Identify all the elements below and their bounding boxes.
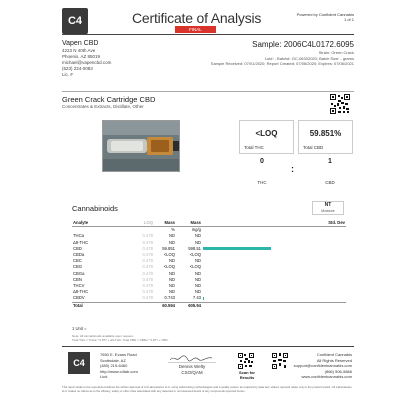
- note-line-1: Note: All cannabinoids available upon request.: [72, 334, 134, 338]
- client-address2: Phoenix, AZ 85019: [62, 54, 101, 59]
- mass-mg-cell: 7.43: [192, 295, 201, 301]
- total-sd: [272, 302, 346, 309]
- analyte-cell: CBGa: [73, 270, 85, 276]
- mass-pct-cell: ND: [168, 270, 175, 276]
- mass-mg-cell: ND: [194, 239, 201, 245]
- cannabinoids-body: [72, 227, 346, 309]
- section-divider: [62, 91, 354, 92]
- analyte-cell: CBD: [73, 245, 82, 251]
- mass-pct-cell: 59.851: [162, 245, 175, 251]
- analyte-cell: CBC: [73, 258, 82, 264]
- moisture-label: Moisture: [321, 209, 335, 213]
- loq-cell: 0.478: [142, 283, 153, 289]
- moisture-box: [312, 201, 344, 215]
- total-cbd-value: 59.851%: [309, 129, 342, 138]
- col-mass-pct: Mass: [154, 220, 176, 227]
- loq-cell: 0.478: [142, 270, 153, 276]
- analyte-cell: CBDa: [73, 252, 85, 258]
- cannabinoids-table: [72, 220, 346, 309]
- analyte-cell: CBN: [73, 276, 82, 282]
- cc-email[interactable]: support@confidentcannabis.com: [293, 363, 352, 368]
- lab-address2: Scottsdale, AZ: [100, 357, 126, 363]
- cartridge-image: [103, 121, 180, 172]
- scan-label: [232, 370, 262, 380]
- total-pct: 60.594: [154, 302, 176, 309]
- thc-ratio-value: 0: [260, 158, 264, 165]
- unit-cell: mg/g: [191, 227, 201, 233]
- scan-results-qr-icon[interactable]: [238, 353, 254, 369]
- cbd-ratio-value: 1: [328, 158, 332, 165]
- loq-cell: 0.478: [142, 252, 153, 258]
- client-phone: (623) 224-0083: [62, 66, 93, 71]
- cc-name: Confident Cannabis: [316, 352, 352, 357]
- loq-cell: 0.478: [142, 276, 153, 282]
- loq-cell: 0.478: [142, 258, 153, 264]
- mass-mg-cell: 598.51: [188, 245, 201, 251]
- mass-pct-cell: ND: [168, 283, 175, 289]
- qr-code-icon[interactable]: [330, 94, 350, 114]
- client-email[interactable]: michael@vapencbd.com: [62, 60, 112, 65]
- mass-mg-cell: ND: [194, 258, 201, 264]
- mass-pct-cell: ND: [168, 233, 175, 239]
- total-thc-value: <LOQ: [255, 129, 278, 138]
- disclaimer: This report shall not be reproduced without the written approval of C4 Laboratories LLC, using valid testing methodologies and a quality system as required by state law. Values reported relate only to the product tested. C4 Laboratories LLC makes no claims as to the efficacy, safety or other risks associated with any detected or non-detected levels of any compounds reported herein.: [62, 385, 352, 393]
- footer-lab-logo: C4: [68, 352, 90, 374]
- col-loq: LOQ: [132, 220, 154, 227]
- sample-lot: Lot#: ; Batch#: GC-06302020; Batch Size: - grams: [264, 55, 354, 61]
- std-dev-cell: [272, 295, 346, 302]
- table-row: [72, 295, 346, 302]
- header-divider: [62, 34, 354, 35]
- scan-label-line2: Results: [239, 375, 255, 380]
- loq-cell: 0.478: [142, 245, 153, 251]
- client-address1: 4223 N 40th Ave: [62, 48, 96, 53]
- lab-address: [100, 352, 138, 380]
- total-bar: [202, 302, 272, 309]
- total-cbd-label: Total CBD: [303, 145, 324, 150]
- mass-pct-cell: ND: [168, 258, 175, 264]
- footer-divider: [62, 346, 354, 347]
- product-name: Green Crack Cartridge CBD: [62, 95, 156, 104]
- sample-info: [211, 40, 354, 67]
- loq-cell: 0.478: [142, 264, 153, 270]
- sample-strain: Strain: Green Crack: [318, 50, 354, 55]
- sample-id: Sample: 2006C4L0172.6095: [252, 40, 354, 49]
- loq-cell: 0.478: [142, 233, 153, 239]
- unit-cell: %: [171, 227, 175, 233]
- analyte-cell: CBDV: [73, 295, 85, 301]
- unit-cell: [132, 227, 154, 234]
- unit-cell: [202, 227, 272, 234]
- total-mg: 605.94: [176, 302, 202, 309]
- cbd-ratio-label: CBD: [325, 180, 335, 185]
- loq-cell: 0.478: [142, 239, 153, 245]
- units-row: [72, 227, 346, 234]
- analyte-cell: THCa: [73, 233, 84, 239]
- coa-page: [62, 8, 354, 392]
- note-line-2: Total THC = THCa * 0.877 + Δ9-THC; Total CBD = CBDa * 0.877 + CBD.: [72, 338, 169, 342]
- mass-pct-cell: <LOQ: [163, 264, 175, 270]
- lab-license: Lic#: [100, 374, 108, 379]
- scan-label-line1: Scan for: [238, 370, 255, 375]
- cc-phone: (866) 506-5866: [324, 368, 352, 374]
- mass-mg-cell: ND: [194, 289, 201, 295]
- confident-cannabis-info: [294, 352, 352, 380]
- mass-mg-cell: ND: [194, 233, 201, 239]
- client-name: Vapen CBD: [62, 40, 99, 47]
- total-cbd-box: [298, 120, 353, 154]
- confident-cannabis-qr-icon[interactable]: [272, 353, 288, 369]
- mass-pct-cell: 0.743: [164, 295, 175, 301]
- notes: [72, 334, 346, 342]
- total-thc-label: Total THC: [244, 145, 264, 150]
- unit-note: 1 Unit =: [72, 326, 87, 331]
- document-title: Certificate of Analysis: [132, 10, 262, 26]
- lab-phone: (480) 219-6460: [100, 363, 128, 368]
- analyte-cell: THCV: [73, 283, 85, 289]
- mass-pct-cell: ND: [168, 239, 175, 245]
- signer-name: Dennis Welty: [178, 364, 206, 369]
- unit-cell: [272, 227, 346, 234]
- loq-cell: 0.478: [142, 295, 153, 301]
- client-license: Lic. #: [62, 72, 73, 77]
- sample-dates: Sample Received: 07/01/2020; Report Created: 07/06/2020; Expires: 07/06/2021: [210, 61, 354, 66]
- cannabinoids-title: Cannabinoids: [72, 204, 118, 213]
- unit-cell: [72, 227, 132, 234]
- analyte-cell: Δ8-THC: [73, 289, 89, 295]
- col-std-dev: Std. Dev: [272, 220, 346, 227]
- powered-by-text: Powered by Confident Cannabis: [296, 12, 354, 17]
- mass-pct-cell: <LOQ: [163, 252, 175, 258]
- mass-mg-cell: ND: [194, 283, 201, 289]
- signer-block: [168, 364, 216, 375]
- product-category: Concentrates & Extracts, Distillate, Other: [62, 104, 144, 109]
- cc-rights: All Rights Reserved: [316, 357, 352, 363]
- lab-website[interactable]: http://www.c4lab.com: [100, 368, 138, 374]
- col-bar: [202, 220, 272, 227]
- mass-pct-cell: ND: [168, 276, 175, 282]
- product-photo: [102, 120, 180, 172]
- cc-website[interactable]: www.confidentcannabis.com: [301, 374, 352, 379]
- mass-mg-cell: <LOQ: [189, 264, 201, 270]
- moisture-value: NT: [324, 202, 332, 208]
- col-analyte: Analyte: [72, 220, 132, 227]
- signature-image: [166, 353, 218, 363]
- lab-address1: 7650 E. Evans Road: [100, 352, 137, 357]
- analyte-cell: Δ9-THC: [73, 239, 89, 245]
- powered-by: [297, 12, 354, 22]
- col-mass-mg: Mass: [176, 220, 202, 227]
- analyte-cell: CBG: [73, 264, 83, 270]
- mass-pct-cell: ND: [168, 289, 175, 295]
- bar-cell: [202, 295, 272, 302]
- client-info: [62, 40, 111, 78]
- page-count: 1 of 1: [343, 17, 354, 22]
- mass-mg-cell: <LOQ: [189, 252, 201, 258]
- concentration-bar: [203, 297, 204, 300]
- loq-cell: 0.478: [142, 289, 153, 295]
- signer-title: CSO/QAM: [181, 369, 203, 375]
- status-badge: FINAL: [175, 26, 216, 33]
- mass-mg-cell: ND: [194, 276, 201, 282]
- ratio-separator: :: [291, 164, 294, 174]
- thc-ratio-label: THC: [257, 180, 267, 185]
- thc-cbd-ratio: [239, 156, 353, 190]
- lab-logo: C4: [62, 8, 88, 34]
- total-loq: [132, 302, 154, 309]
- mass-mg-cell: ND: [194, 270, 201, 276]
- total-label: Total: [72, 302, 132, 309]
- table-header-row: [72, 220, 346, 227]
- header: [62, 8, 354, 34]
- concentration-bar: [203, 247, 271, 250]
- total-row: [72, 302, 346, 309]
- total-thc-box: [239, 120, 294, 154]
